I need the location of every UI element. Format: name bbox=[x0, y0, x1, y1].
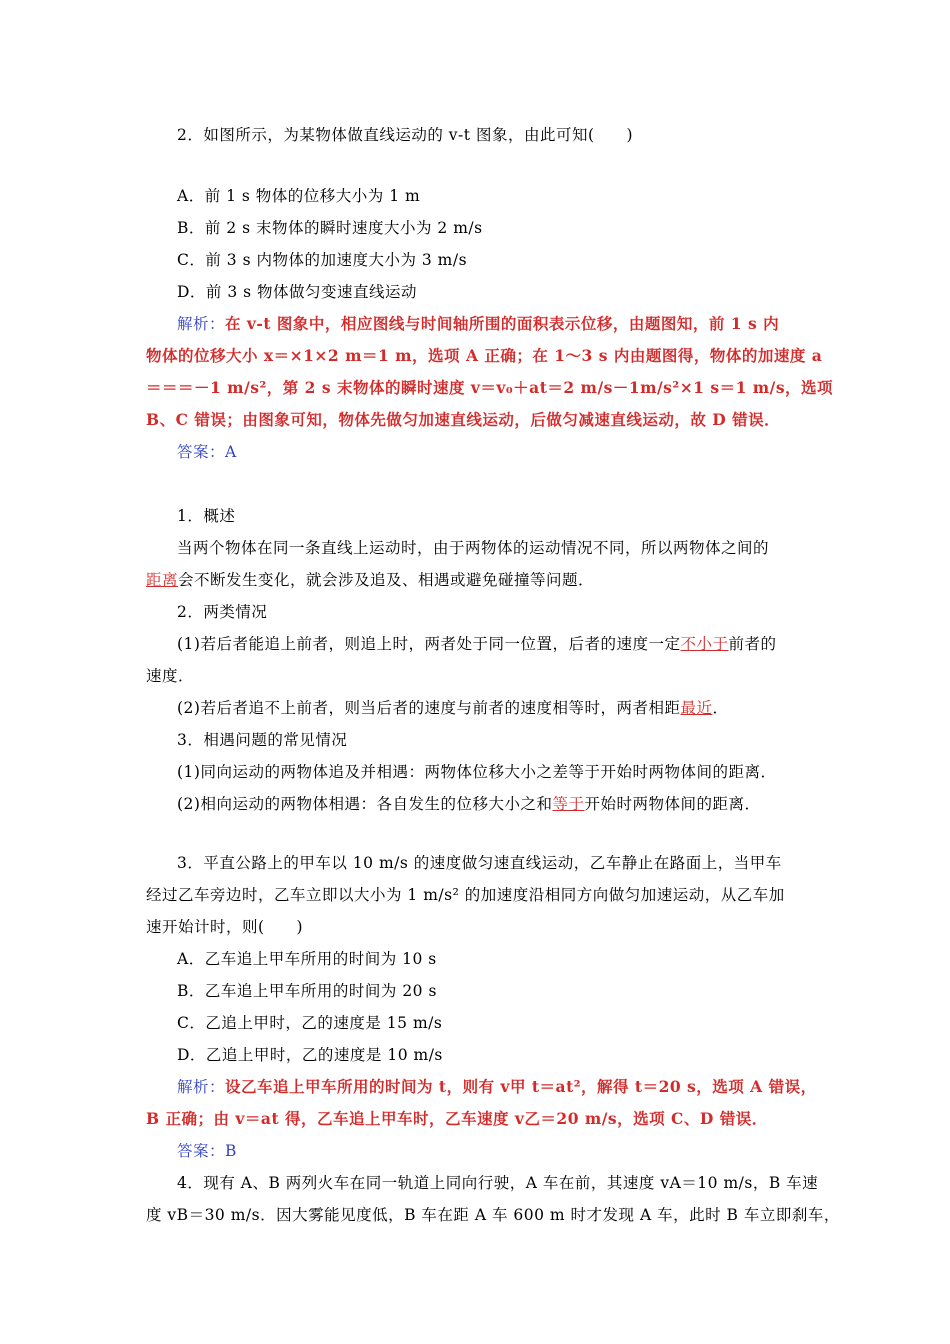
q3-answer-label: 答案： bbox=[177, 1142, 226, 1160]
q3-analysis-line-2: B 正确；由 v＝at 得，乙车追上甲车时，乙车速度 v乙＝20 m/s，选项 C、D 错误． bbox=[146, 1109, 768, 1128]
section-heading-meeting: 3．相遇问题的常见情况 bbox=[177, 731, 348, 749]
q2-option-c: C．前 3 s 内物体的加速度大小为 3 m/s bbox=[177, 251, 468, 269]
q2-analysis-line-3: ＝＝＝－1 m/s²，第 2 s 末物体的瞬时速度 v＝v₀＋at＝2 m/s－1m/s²×1 s＝1 m/s，选项 bbox=[146, 378, 834, 397]
q3-answer-value: B bbox=[225, 1142, 237, 1160]
q3-analysis-text-1: 设乙车追上甲车所用的时间为 t，则有 v甲 t＝at²，解得 t＝20 s，选项 A 错误， bbox=[225, 1077, 817, 1096]
q2-answer-label: 答案： bbox=[177, 443, 226, 461]
blank-answer-distance: 距离 bbox=[146, 571, 179, 589]
q2-option-a: A．前 1 s 物体的位移大小为 1 m bbox=[177, 187, 421, 205]
q3-analysis-label: 解析： bbox=[177, 1078, 226, 1096]
q4-stem-line-1: 4．现有 A、B 两列火车在同一轨道上同向行驶，A 车在前，其速度 vA＝10 m/s，B 车速 bbox=[177, 1174, 819, 1192]
section-meeting-2: (2)相向运动的两物体相遇：各自发生的位移大小之和等于开始时两物体间的距离． bbox=[177, 795, 761, 813]
q3-stem-line-2: 经过乙车旁边时，乙车立即以大小为 1 m/s² 的加速度沿相同方向做匀加速运动，从乙车加 bbox=[146, 886, 785, 904]
section-heading-two-cases: 2．两类情况 bbox=[177, 603, 268, 621]
section-case-1-line-2: 速度． bbox=[146, 667, 195, 685]
q3-option-b: B．乙车追上甲车所用的时间为 20 s bbox=[177, 982, 437, 1000]
q2-analysis-line-1 bbox=[177, 313, 779, 335]
section-case-1-line-1: (1)若后者能追上前者，则追上时，两者处于同一位置，后者的速度一定不小于前者的 bbox=[177, 635, 777, 653]
q2-analysis-line-4: B、C 错误；由图象可知，物体先做匀加速直线运动，后做匀减速直线运动，故 D 错误． bbox=[146, 410, 781, 429]
q3-stem-line-1: 3．平直公路上的甲车以 10 m/s 的速度做匀速直线运动，乙车静止在路面上，当甲车 bbox=[177, 854, 782, 872]
blank-answer-not-less: 不小于 bbox=[680, 635, 729, 653]
q3-stem-line-3: 速开始计时，则( ) bbox=[146, 918, 304, 936]
q2-option-b: B．前 2 s 末物体的瞬时速度大小为 2 m/s bbox=[177, 219, 483, 237]
section-heading-overview: 1．概述 bbox=[177, 507, 236, 525]
q2-answer bbox=[177, 441, 237, 463]
blank-answer-nearest: 最近 bbox=[680, 699, 713, 717]
q3-option-a: A．乙车追上甲车所用的时间为 10 s bbox=[177, 950, 437, 968]
section-case-2: (2)若后者追不上前者，则当后者的速度与前者的速度相等时，两者相距最近． bbox=[177, 699, 729, 717]
q2-analysis-label: 解析： bbox=[177, 315, 226, 333]
q2-option-d: D．前 3 s 物体做匀变速直线运动 bbox=[177, 283, 418, 301]
q3-option-c: C．乙追上甲时，乙的速度是 15 m/s bbox=[177, 1014, 443, 1032]
q2-answer-value: A bbox=[225, 443, 237, 461]
q4-stem-line-2: 度 vB＝30 m/s．因大雾能见度低，B 车在距 A 车 600 m 时才发现 A 车，此时 B 车立即刹车， bbox=[146, 1206, 840, 1224]
section-meeting-1: (1)同向运动的两物体追及并相遇：两物体位移大小之差等于开始时两物体间的距离． bbox=[177, 763, 777, 781]
blank-answer-equal: 等于 bbox=[552, 795, 585, 813]
section-overview-line-2: 距离会不断发生变化，就会涉及追及、相遇或避免碰撞等问题． bbox=[146, 571, 595, 589]
section-overview-line-1: 当两个物体在同一条直线上运动时，由于两物体的运动情况不同，所以两物体之间的 bbox=[177, 539, 770, 557]
q3-answer bbox=[177, 1140, 237, 1162]
q3-option-d: D．乙追上甲时，乙的速度是 10 m/s bbox=[177, 1046, 443, 1064]
q3-analysis-line-1 bbox=[177, 1076, 817, 1098]
q2-analysis-text-1: 在 v-t 图象中，相应图线与时间轴所围的面积表示位移，由题图知，前 1 s 内 bbox=[225, 314, 780, 333]
q2-stem: 2．如图所示，为某物体做直线运动的 v-t 图象，由此可知( ) bbox=[177, 126, 634, 144]
q2-analysis-line-2: 物体的位移大小 x＝×1×2 m＝1 m，选项 A 正确；在 1～3 s 内由题图得，物体的加速度 a bbox=[146, 346, 823, 365]
